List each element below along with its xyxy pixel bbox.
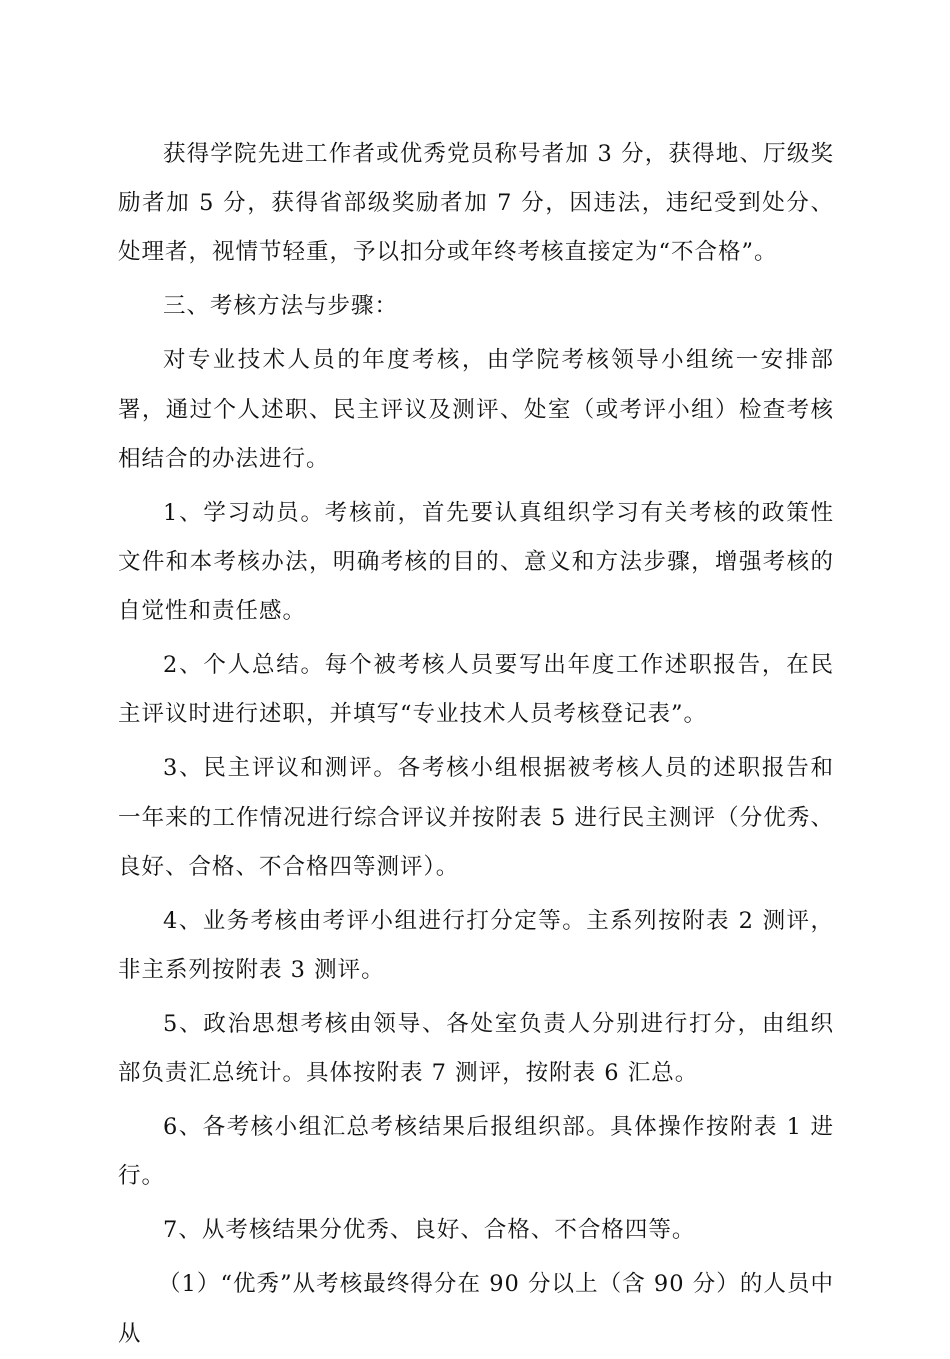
paragraph-step-7: 7、从考核结果分优秀、良好、合格、不合格四等。 [163,1217,696,1244]
paragraph-step-1: 1、学习动员。考核前，首先要认真组织学习有关考核的政策性文件和本考核办法，明确考核的目的、意义和方法步骤，增强考核的自觉性和责任感。 [118,499,834,625]
paragraph-step-5: 5、政治思想考核由领导、各处室负责人分别进行打分，由组织部负责汇总统计。具体按附表 7 测评，按附表 6 汇总。 [118,1011,834,1087]
paragraph-award-deduction: 获得学院先进工作者或优秀党员称号者加 3 分，获得地、厅级奖励者加 5 分，获得省部级奖励者加 7 分，因违法，违纪受到处分、处理者，视情节轻重，予以扣分或年终考核直接定为“不合格”。 [118,141,834,266]
paragraph-step-2: 2、个人总结。每个被考核人员要写出年度工作述职报告，在民主评议时进行述职，并填写“专业技术人员考核登记表”。 [118,652,834,728]
document-body [118,130,834,1359]
paragraph-step-3: 3、民主评议和测评。各考核小组根据被考核人员的述职报告和一年来的工作情况进行综合评议并按附表 5 进行民主测评（分优秀、良好、合格、不合格四等测评）。 [118,755,834,880]
paragraph-method-intro: 对专业技术人员的年度考核，由学院考核领导小组统一安排部署，通过个人述职、民主评议及测评、处室（或考评小组）检查考核相结合的办法进行。 [118,347,834,472]
section-three-heading: 三、考核方法与步骤： [163,293,399,320]
paragraph-grade-excellent: （1）“优秀”从考核最终得分在 90 分以上（含 90 分）的人员中从 [118,1271,834,1347]
paragraph-step-6: 6、各考核小组汇总考核结果后报组织部。具体操作按附表 1 进行。 [118,1114,834,1190]
paragraph-step-4: 4、业务考核由考评小组进行打分定等。主系列按附表 2 测评，非主系列按附表 3 测评。 [118,907,834,984]
